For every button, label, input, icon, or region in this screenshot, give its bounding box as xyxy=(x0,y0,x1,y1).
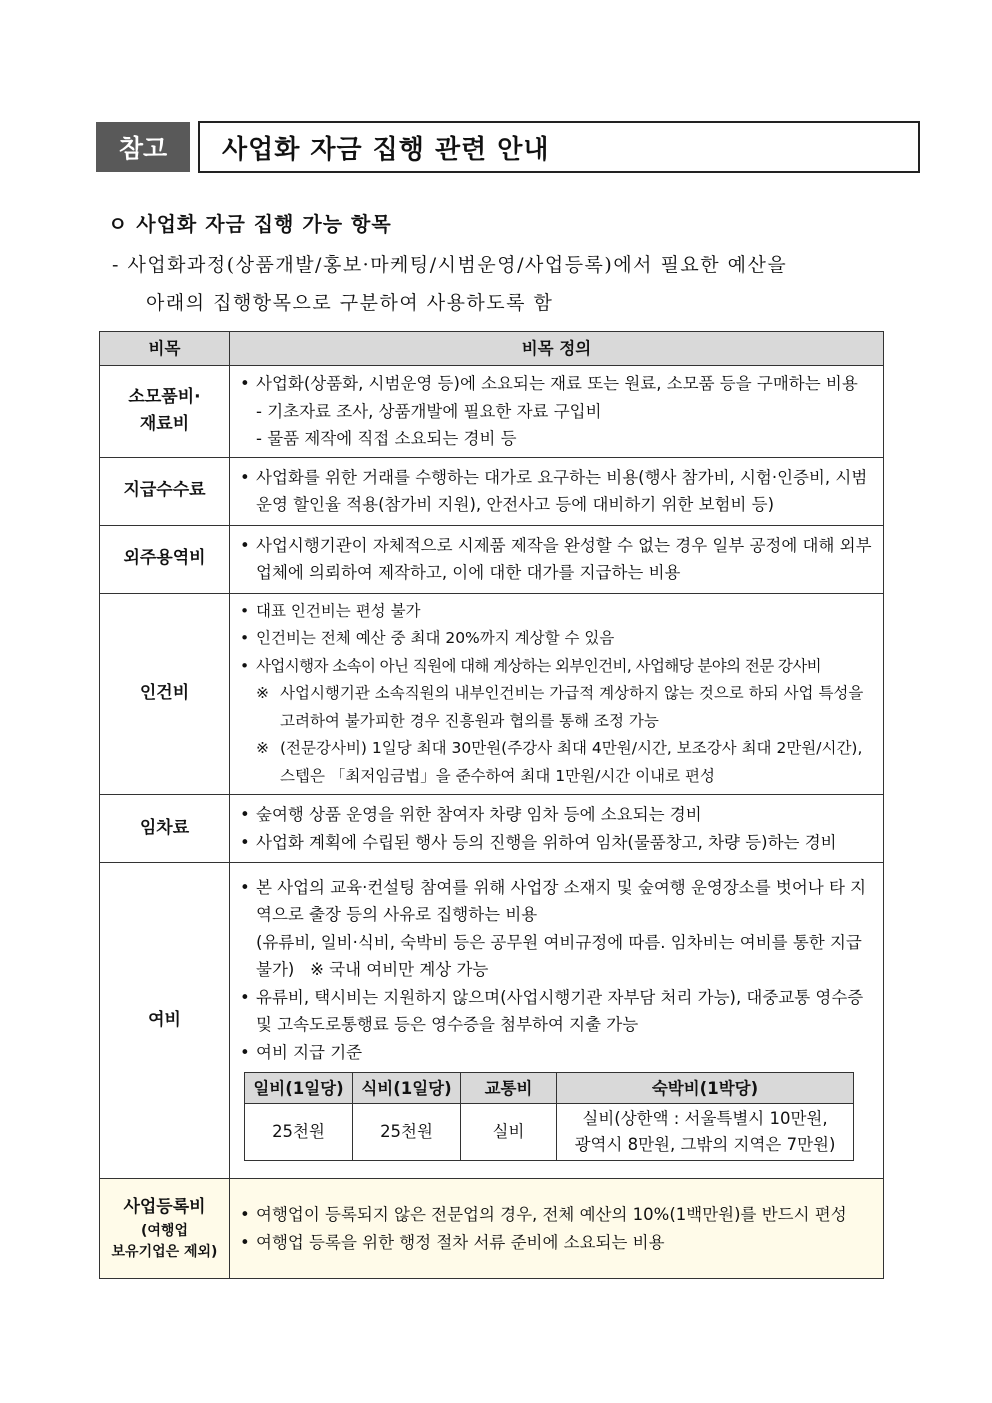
category-label: 소모품비· xyxy=(128,386,201,407)
lodging-line: 광역시 8만원, 그밖의 지역은 7만원) xyxy=(574,1135,836,1155)
category-label: 지급수수료 xyxy=(123,480,206,501)
sub-cell-daily: 25천원 xyxy=(245,1104,353,1161)
sub-cell-lodging xyxy=(557,1104,854,1161)
sub-header-daily: 일비(1일당) xyxy=(245,1073,353,1104)
row-category xyxy=(100,1179,230,1279)
category-label: 여비 xyxy=(148,1009,181,1030)
bullet-text: 대표 인건비는 편성 불가 xyxy=(256,601,421,620)
bullet-item xyxy=(240,370,875,398)
table-row xyxy=(100,457,884,525)
table-row xyxy=(100,795,884,863)
row-category xyxy=(100,795,230,863)
header-category: 비목 xyxy=(100,332,230,366)
bullet-icon: • xyxy=(240,656,249,675)
dash-item: - 물품 제작에 직접 소요되는 경비 등 xyxy=(256,429,517,448)
sub-table-header-row xyxy=(245,1073,854,1104)
note-text: (전문강사비) 1일당 최대 30만원(주강사 최대 4만원/시간, 보조강사 최대 2만원/시간), 스텝은 「최저임금법」을 준수하여 최대 1만원/시간 이내로 편성 xyxy=(280,739,863,785)
bullet-text: 유류비, 택시비는 지원하지 않으며(사업시행기관 자부담 처리 가능), 대중교통 영수증 및 고속도로통행료 등은 영수증을 첨부하여 지출 가능 xyxy=(256,987,864,1035)
bullet-text: 여행업 등록을 위한 행정 절차 서류 준비에 소요되는 비용 xyxy=(256,1232,665,1252)
dash-item: - 기초자료 조사, 상품개발에 필요한 자료 구입비 xyxy=(256,401,602,421)
category-label: 임차료 xyxy=(139,817,190,838)
bullet-item xyxy=(240,984,875,1039)
table-row xyxy=(100,863,884,1179)
row-category xyxy=(100,457,230,525)
sub-cell-meal: 25천원 xyxy=(353,1104,461,1161)
bullet-icon: • xyxy=(240,467,250,487)
bullet-item xyxy=(240,874,875,929)
table-row xyxy=(100,366,884,458)
row-category xyxy=(100,863,230,1179)
bullet-icon: • xyxy=(240,1232,250,1252)
note-item xyxy=(240,735,875,790)
bullet-icon: • xyxy=(240,832,250,852)
note-mark-icon: ※ xyxy=(256,684,269,702)
bullet-icon: • xyxy=(240,1042,250,1062)
bullet-text: 본 사업의 교육·컨설팅 참여를 위해 사업장 소재지 및 숲여행 운영장소를 벗어나 타 지역으로 출장 등의 사유로 집행하는 비용 xyxy=(256,877,867,925)
bullet-text: 사업시행자 소속이 아닌 직원에 대해 계상하는 외부인건비, 사업해당 분야의 전문 강사비 xyxy=(256,656,822,675)
row-category xyxy=(100,366,230,458)
sub-header-transport: 교통비 xyxy=(461,1073,557,1104)
row-definition xyxy=(230,863,884,1179)
row-category xyxy=(100,593,230,795)
section-intro-line-2: 아래의 집행항목으로 구분하여 사용하도록 함 xyxy=(146,292,554,314)
category-label: 외주용역비 xyxy=(123,548,206,569)
row-definition xyxy=(230,593,884,795)
category-label: 재료비 xyxy=(139,414,190,435)
section-heading: ㅇ 사업화 자금 집행 가능 항목 xyxy=(108,212,392,236)
budget-items-table xyxy=(99,331,884,1279)
bullet-text: 사업화를 위한 거래를 수행하는 대가로 요구하는 비용(행사 참가비, 시험·인증비, 시범운영 할인율 적용(참가비 지원), 안전사고 등에 대비하기 위한 보험비 등) xyxy=(256,467,868,514)
row-definition xyxy=(230,366,884,458)
bullet-item xyxy=(240,1229,875,1257)
section-intro-line-1: - 사업화과정(상품개발/홍보·마케팅/시범운영/사업등록)에서 필요한 예산을 xyxy=(112,254,788,276)
note-mark-icon: ※ xyxy=(256,739,269,757)
bullet-item xyxy=(240,625,875,653)
bullet-item xyxy=(240,1039,875,1067)
bullet-item xyxy=(240,464,875,519)
bullet-icon: • xyxy=(240,1205,250,1224)
sub-header-meal: 식비(1일당) xyxy=(353,1073,461,1104)
bullet-item xyxy=(240,598,875,626)
sub-table-row xyxy=(245,1104,854,1161)
row-definition xyxy=(230,795,884,863)
bullet-icon: • xyxy=(240,987,250,1007)
bullet-item xyxy=(240,829,875,857)
domestic-only-note: ※ 국내 여비만 계상 가능 xyxy=(310,960,489,980)
page-title-text: 사업화 자금 집행 관련 안내 xyxy=(222,134,550,165)
bullet-text: 사업화(상품화, 시범운영 등)에 소요되는 재료 또는 원료, 소모품 등을 구매하는 비용 xyxy=(256,374,858,393)
category-label: 사업등록비 xyxy=(123,1196,206,1217)
travel-expense-table xyxy=(244,1072,854,1161)
bullet-icon: • xyxy=(240,374,250,393)
bullet-item xyxy=(240,532,875,587)
row-definition xyxy=(230,1179,884,1279)
bullet-text: 숲여행 상품 운영을 위한 참여자 차량 임차 등에 소요되는 경비 xyxy=(256,805,702,824)
category-sub-label: (여행업 xyxy=(141,1223,188,1240)
header-definition: 비목 정의 xyxy=(230,332,884,366)
category-sub-label: 보유기업은 제외) xyxy=(111,1244,218,1261)
row-definition xyxy=(230,457,884,525)
bullet-text: 인건비는 전체 예산 중 최대 20%까지 계상할 수 있음 xyxy=(256,629,615,647)
bullet-text: 여비 지급 기준 xyxy=(256,1042,363,1062)
table-header-row xyxy=(100,332,884,366)
bullet-icon: • xyxy=(240,805,250,824)
table-row xyxy=(100,593,884,795)
row-category xyxy=(100,525,230,593)
bullet-item xyxy=(240,801,875,829)
bullet-icon: • xyxy=(240,601,250,620)
bullet-text: 여행업이 등록되지 않은 전문업의 경우, 전체 예산의 10%(1백만원)를 반드시 편성 xyxy=(256,1205,847,1224)
bullet-item xyxy=(240,1201,875,1229)
reference-tag: 참고 xyxy=(96,122,190,172)
category-label: 인건비 xyxy=(139,683,190,703)
row-definition xyxy=(230,525,884,593)
bullet-text: 사업화 계획에 수립된 행사 등의 진행을 위하여 임차(물품창고, 차량 등)하는 경비 xyxy=(256,832,837,852)
note-item xyxy=(240,680,875,735)
bullet-icon: • xyxy=(240,629,250,647)
sub-header-lodging: 숙박비(1박당) xyxy=(557,1073,854,1104)
note-text: 사업시행기관 소속직원의 내부인건비는 가급적 계상하지 않는 것으로 하되 사업 특성을 고려하여 불가피한 경우 진흥원과 협의를 통해 조정 가능 xyxy=(280,684,864,730)
paren-note xyxy=(240,929,875,984)
table-row xyxy=(100,1179,884,1279)
lodging-line: 실비(상한액 : 서울특별시 10만원, xyxy=(582,1109,828,1129)
bullet-icon: • xyxy=(240,535,250,555)
page-title xyxy=(198,121,920,173)
paren-note-text: (유류비, 일비·식비, 숙박비 등은 공무원 여비규정에 따름. 임차비는 여비를 통한 지급 불가) xyxy=(256,932,862,980)
sub-cell-transport: 실비 xyxy=(461,1104,557,1161)
bullet-text: 사업시행기관이 자체적으로 시제품 제작을 완성할 수 없는 경우 일부 공정에 대해 외부 업체에 의뢰하여 제작하고, 이에 대한 대가를 지급하는 비용 xyxy=(256,535,872,582)
bullet-icon: • xyxy=(240,877,250,897)
table-row xyxy=(100,525,884,593)
bullet-item xyxy=(240,653,875,681)
